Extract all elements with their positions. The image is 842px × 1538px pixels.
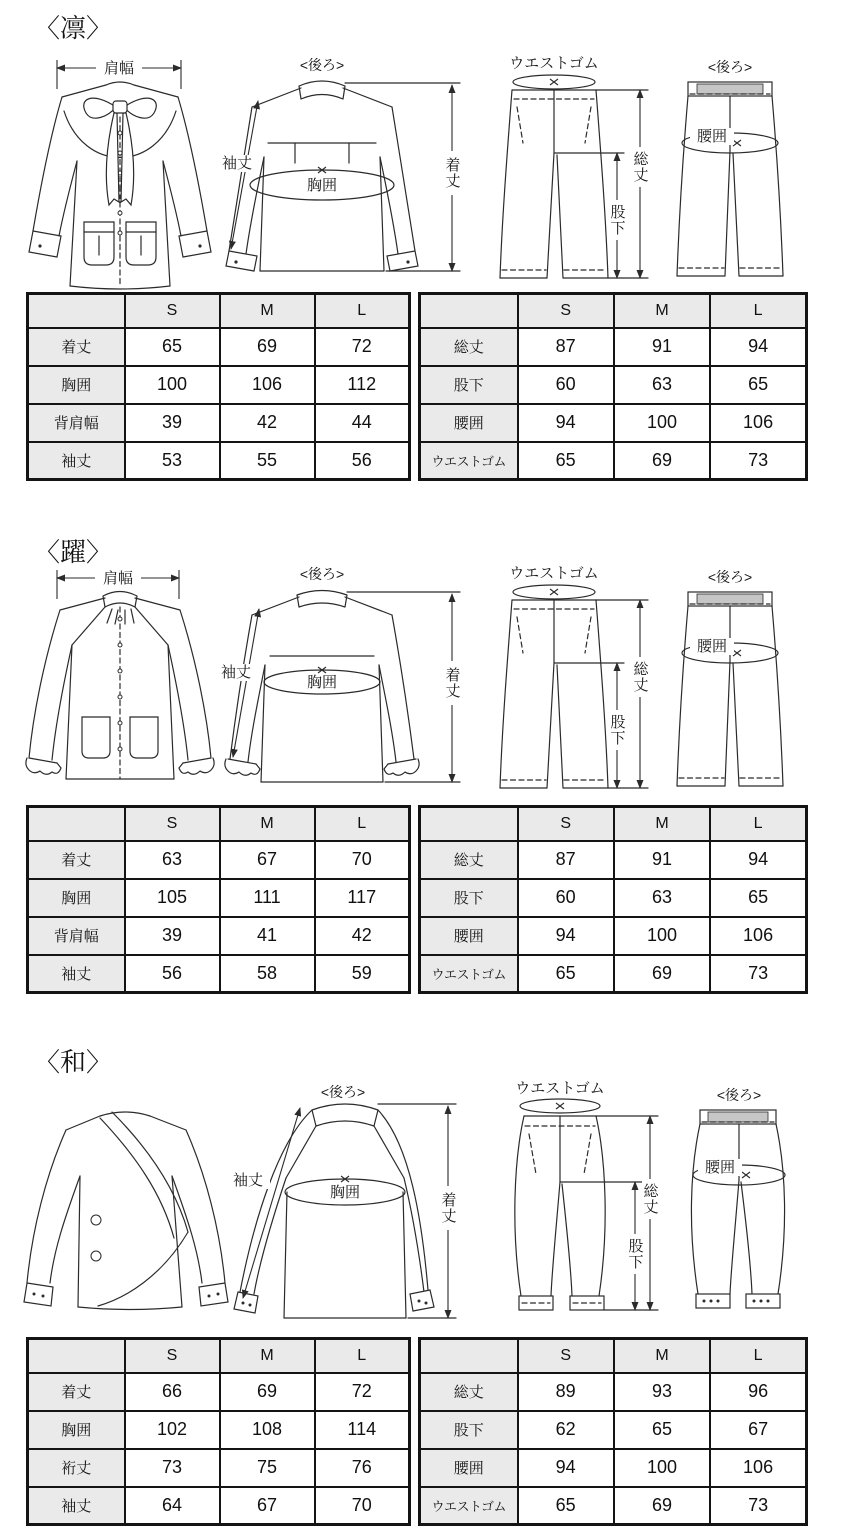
value-cell: 96 <box>710 1373 806 1411</box>
value-cell: 73 <box>710 442 806 480</box>
label-hip: 腰囲 <box>704 1159 736 1176</box>
value-cell: 69 <box>220 328 315 366</box>
label-body-length: 着丈 <box>443 157 461 189</box>
value-cell: 106 <box>710 1449 806 1487</box>
row-label: 股下 <box>420 366 518 404</box>
value-cell: 65 <box>710 879 806 917</box>
table-row <box>28 879 410 917</box>
size-header-l: L <box>710 294 806 328</box>
label-chest: 胸囲 <box>329 1184 361 1201</box>
label-sleeve-length: 袖丈 <box>232 1172 264 1189</box>
value-cell: 108 <box>220 1411 315 1449</box>
value-cell: 63 <box>125 841 220 879</box>
table-row <box>28 442 410 480</box>
value-cell: 55 <box>220 442 315 480</box>
corner-cell <box>28 807 125 841</box>
corner-cell <box>420 294 518 328</box>
label-hip: 腰囲 <box>696 638 728 655</box>
label-waist-elastic: ウエストゴム <box>509 55 599 72</box>
value-cell: 67 <box>220 841 315 879</box>
table-row <box>28 1449 410 1487</box>
table-row <box>28 1487 410 1525</box>
table-row <box>28 1373 410 1411</box>
value-cell: 72 <box>315 1373 410 1411</box>
row-label: ウエストゴム <box>420 442 518 480</box>
value-cell: 44 <box>315 404 410 442</box>
value-cell: 65 <box>518 442 614 480</box>
table-row <box>420 879 807 917</box>
size-header-s: S <box>518 807 614 841</box>
rin-pants-back-drawing <box>677 82 783 276</box>
row-label: 背肩幅 <box>28 917 125 955</box>
yaku-garment-diagram <box>0 565 842 800</box>
table-row <box>28 955 410 993</box>
table-row <box>28 366 410 404</box>
table-row <box>420 1373 807 1411</box>
table-row <box>420 955 807 993</box>
label-chest: 胸囲 <box>306 674 338 691</box>
size-header-m: M <box>614 1339 710 1373</box>
value-cell: 100 <box>614 404 710 442</box>
label-total-length: 総丈 <box>631 661 649 693</box>
size-header-m: M <box>614 807 710 841</box>
value-cell: 65 <box>614 1411 710 1449</box>
size-header-s: S <box>125 294 220 328</box>
table-row <box>28 841 410 879</box>
value-cell: 94 <box>518 404 614 442</box>
value-cell: 114 <box>315 1411 410 1449</box>
value-cell: 58 <box>220 955 315 993</box>
table-row <box>28 1411 410 1449</box>
row-label: 胸囲 <box>28 879 125 917</box>
size-header-s: S <box>518 294 614 328</box>
section-heading-yaku: 〈躍〉 <box>34 537 113 567</box>
table-row <box>28 917 410 955</box>
label-sleeve-length: 袖丈 <box>220 664 252 681</box>
row-label: 総丈 <box>420 841 518 879</box>
row-label: 股下 <box>420 1411 518 1449</box>
table-row <box>420 328 807 366</box>
rin-pants-size-table <box>418 292 808 481</box>
row-label: 裄丈 <box>28 1449 125 1487</box>
value-cell: 65 <box>518 1487 614 1525</box>
size-header-m: M <box>220 294 315 328</box>
label-shoulder-width: 肩幅 <box>102 570 134 587</box>
wa-pants-front-drawing <box>515 1099 659 1310</box>
table-row <box>420 442 807 480</box>
size-header-m: M <box>220 807 315 841</box>
wa-garment-diagram <box>0 1080 842 1330</box>
value-cell: 91 <box>614 328 710 366</box>
value-cell: 87 <box>518 841 614 879</box>
table-row <box>420 841 807 879</box>
label-inseam: 股下 <box>608 204 626 236</box>
value-cell: 100 <box>125 366 220 404</box>
label-inseam: 股下 <box>626 1238 644 1270</box>
value-cell: 105 <box>125 879 220 917</box>
value-cell: 106 <box>220 366 315 404</box>
label-total-length: 総丈 <box>631 151 649 183</box>
yaku-pants-front-drawing <box>500 585 649 788</box>
value-cell: 106 <box>710 404 806 442</box>
value-cell: 65 <box>710 366 806 404</box>
yaku-back-smock-drawing <box>214 591 461 783</box>
value-cell: 60 <box>518 879 614 917</box>
wa-pants-back-drawing <box>691 1110 785 1308</box>
table-row <box>28 328 410 366</box>
row-label: 胸囲 <box>28 1411 125 1449</box>
section-heading-rin: 〈凛〉 <box>34 13 113 43</box>
section-wa <box>0 1032 842 1538</box>
row-label: 腰囲 <box>420 404 518 442</box>
label-back-view-top: <後ろ> <box>299 566 345 582</box>
yaku-tables <box>0 805 842 997</box>
value-cell: 64 <box>125 1487 220 1525</box>
wa-back-jacket-drawing <box>226 1104 457 1318</box>
yaku-top-size-table <box>26 805 411 994</box>
value-cell: 56 <box>125 955 220 993</box>
label-back-view-top: <後ろ> <box>320 1084 366 1100</box>
value-cell: 91 <box>614 841 710 879</box>
rin-front-blouse-drawing <box>29 58 211 289</box>
table-row <box>420 1449 807 1487</box>
section-heading-wa: 〈和〉 <box>34 1047 113 1077</box>
value-cell: 67 <box>220 1487 315 1525</box>
value-cell: 62 <box>518 1411 614 1449</box>
value-cell: 69 <box>614 955 710 993</box>
label-sleeve-length: 袖丈 <box>221 155 253 172</box>
value-cell: 87 <box>518 328 614 366</box>
label-body-length: 着丈 <box>443 667 461 699</box>
row-label: 着丈 <box>28 328 125 366</box>
size-header-m: M <box>220 1339 315 1373</box>
value-cell: 65 <box>518 955 614 993</box>
value-cell: 70 <box>315 841 410 879</box>
value-cell: 94 <box>518 917 614 955</box>
value-cell: 73 <box>710 955 806 993</box>
value-cell: 117 <box>315 879 410 917</box>
rin-garment-diagram <box>0 55 842 290</box>
label-back-view-pants: <後ろ> <box>707 569 753 585</box>
size-header-l: L <box>710 1339 806 1373</box>
row-label: 袖丈 <box>28 1487 125 1525</box>
row-label: 胸囲 <box>28 366 125 404</box>
table-row <box>420 404 807 442</box>
value-cell: 39 <box>125 404 220 442</box>
row-label: 総丈 <box>420 328 518 366</box>
label-shoulder-width: 肩幅 <box>103 60 135 77</box>
label-back-view-pants: <後ろ> <box>716 1087 762 1103</box>
value-cell: 42 <box>220 404 315 442</box>
rin-back-blouse-drawing <box>215 81 461 271</box>
value-cell: 56 <box>315 442 410 480</box>
corner-cell <box>28 1339 125 1373</box>
value-cell: 67 <box>710 1411 806 1449</box>
table-row <box>420 1411 807 1449</box>
label-waist-elastic: ウエストゴム <box>515 1080 605 1097</box>
value-cell: 76 <box>315 1449 410 1487</box>
row-label: 着丈 <box>28 1373 125 1411</box>
value-cell: 69 <box>614 442 710 480</box>
value-cell: 94 <box>710 841 806 879</box>
label-hip: 腰囲 <box>696 128 728 145</box>
value-cell: 63 <box>614 879 710 917</box>
row-label: 総丈 <box>420 1373 518 1411</box>
value-cell: 75 <box>220 1449 315 1487</box>
value-cell: 39 <box>125 917 220 955</box>
row-label: 袖丈 <box>28 442 125 480</box>
label-chest: 胸囲 <box>306 177 338 194</box>
row-label: 腰囲 <box>420 1449 518 1487</box>
corner-cell <box>420 807 518 841</box>
row-label: ウエストゴム <box>420 955 518 993</box>
label-back-view-top: <後ろ> <box>299 57 345 73</box>
wa-tables <box>0 1337 842 1529</box>
value-cell: 102 <box>125 1411 220 1449</box>
table-row <box>420 1487 807 1525</box>
yaku-pants-size-table <box>418 805 808 994</box>
label-back-view-pants: <後ろ> <box>707 59 753 75</box>
value-cell: 66 <box>125 1373 220 1411</box>
size-header-s: S <box>125 1339 220 1373</box>
wa-pants-size-table <box>418 1337 808 1526</box>
size-header-l: L <box>315 1339 410 1373</box>
value-cell: 73 <box>710 1487 806 1525</box>
value-cell: 65 <box>125 328 220 366</box>
label-body-length: 着丈 <box>439 1192 457 1224</box>
size-header-l: L <box>315 807 410 841</box>
value-cell: 41 <box>220 917 315 955</box>
value-cell: 89 <box>518 1373 614 1411</box>
label-waist-elastic: ウエストゴム <box>509 565 599 582</box>
row-label: ウエストゴム <box>420 1487 518 1525</box>
label-total-length: 総丈 <box>641 1183 659 1215</box>
value-cell: 94 <box>518 1449 614 1487</box>
value-cell: 53 <box>125 442 220 480</box>
size-header-l: L <box>710 807 806 841</box>
value-cell: 111 <box>220 879 315 917</box>
value-cell: 70 <box>315 1487 410 1525</box>
table-row <box>420 366 807 404</box>
row-label: 背肩幅 <box>28 404 125 442</box>
row-label: 袖丈 <box>28 955 125 993</box>
row-label: 腰囲 <box>420 917 518 955</box>
rin-pants-front-drawing <box>500 75 649 278</box>
value-cell: 106 <box>710 917 806 955</box>
yaku-pants-back-drawing <box>677 592 783 786</box>
value-cell: 42 <box>315 917 410 955</box>
yaku-front-smock-drawing <box>26 568 214 779</box>
corner-cell <box>420 1339 518 1373</box>
value-cell: 112 <box>315 366 410 404</box>
value-cell: 59 <box>315 955 410 993</box>
wa-top-size-table <box>26 1337 411 1526</box>
value-cell: 69 <box>614 1487 710 1525</box>
rin-top-size-table <box>26 292 411 481</box>
value-cell: 69 <box>220 1373 315 1411</box>
size-header-l: L <box>315 294 410 328</box>
size-header-s: S <box>518 1339 614 1373</box>
value-cell: 63 <box>614 366 710 404</box>
value-cell: 100 <box>614 917 710 955</box>
value-cell: 100 <box>614 1449 710 1487</box>
size-header-m: M <box>614 294 710 328</box>
value-cell: 73 <box>125 1449 220 1487</box>
wa-front-jacket-drawing <box>24 1112 228 1310</box>
value-cell: 60 <box>518 366 614 404</box>
row-label: 股下 <box>420 879 518 917</box>
value-cell: 93 <box>614 1373 710 1411</box>
table-row <box>28 404 410 442</box>
value-cell: 94 <box>710 328 806 366</box>
corner-cell <box>28 294 125 328</box>
rin-tables <box>0 292 842 484</box>
section-yaku <box>0 520 842 1032</box>
row-label: 着丈 <box>28 841 125 879</box>
value-cell: 72 <box>315 328 410 366</box>
size-header-s: S <box>125 807 220 841</box>
table-row <box>420 917 807 955</box>
label-inseam: 股下 <box>608 714 626 746</box>
section-rin <box>0 0 842 520</box>
